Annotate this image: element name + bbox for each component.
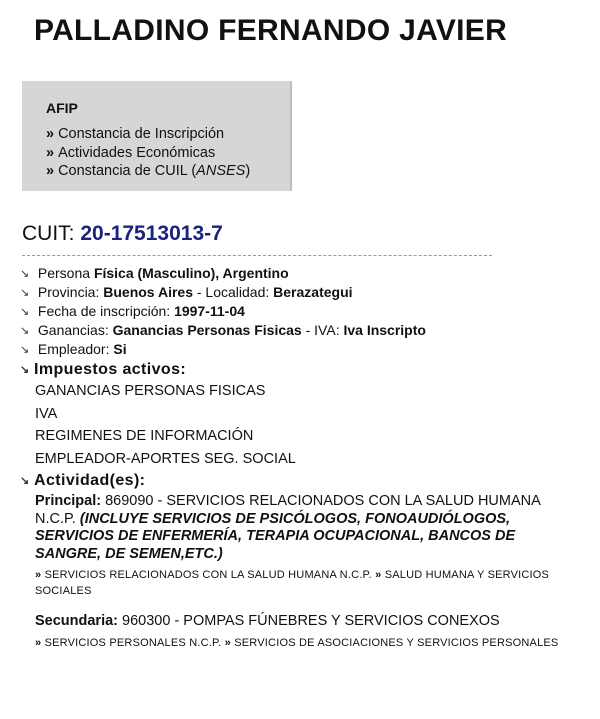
details-section: [20, 264, 580, 651]
afip-title: AFIP: [46, 100, 78, 116]
fecha-value: 1997-11-04: [174, 303, 245, 319]
afip-panel: [22, 81, 292, 191]
persona-row: ↘ Persona Física (Masculino), Argentino: [20, 265, 289, 281]
afip-links: [46, 125, 250, 181]
empleador-value: Si: [113, 341, 127, 357]
impuestos-heading: ↘ Impuestos activos:: [20, 361, 187, 378]
arrow-bullet-icon: ↘: [20, 344, 30, 356]
chevron-right-icon: »: [46, 144, 55, 161]
arrow-bullet-icon: ↘: [20, 306, 30, 318]
arrow-bullet-icon: ↘: [20, 287, 30, 299]
secundaria-categories: » SERVICIOS PERSONALES N.C.P. » SERVICIOS DE ASOCIACIONES Y SERVICIOS PERSONALES: [35, 636, 559, 649]
arrow-bullet-icon: ↘: [20, 475, 30, 487]
principal-detail: (INCLUYE SERVICIOS DE PSICÓLOGOS, FONOAUDIÓLOGOS, SERVICIOS DE ENFERMERÍA, TERAPIA OCUPACIONAL, BANCOS DE SANGRE, DE SEMEN,ETC.): [35, 510, 516, 562]
cuit-value: 20-17513013-7: [80, 222, 223, 245]
fecha-row: ↘ Fecha de inscripción: 1997-11-04: [20, 303, 245, 319]
chevron-right-icon: »: [46, 163, 55, 179]
constancia-cuil-link[interactable]: » Constancia de CUIL (ANSES): [46, 163, 251, 179]
list-item: REGIMENES DE INFORMACIÓN: [35, 428, 254, 444]
cuit-row: [22, 222, 223, 246]
actividades-economicas-link[interactable]: » Actividades Económicas: [46, 144, 216, 161]
divider: [22, 255, 492, 256]
arrow-bullet-icon: ↘: [20, 364, 30, 376]
list-item: EMPLEADOR-APORTES SEG. SOCIAL: [35, 450, 296, 467]
provincia-row: ↘ Provincia: Buenos Aires - Localidad: Berazategui: [20, 284, 353, 300]
provincia-value: Buenos Aires: [103, 284, 193, 300]
secundaria-description: 960300 - POMPAS FÚNEBRES Y SERVICIOS CONEXOS: [122, 613, 500, 629]
constancia-inscripcion-link[interactable]: » Constancia de Inscripción: [46, 126, 225, 142]
persona-value: Física (Masculino), Argentino: [93, 265, 289, 281]
empleador-row: ↘ Empleador: Si: [20, 341, 127, 357]
principal-categories: » SERVICIOS RELACIONADOS CON LA SALUD HUMANA N.C.P. » SALUD HUMANA Y SERVICIOS SOCIALES: [35, 569, 550, 597]
arrow-bullet-icon: ↘: [20, 325, 30, 337]
impuestos-list: [35, 380, 580, 470]
principal-label: Principal:: [35, 493, 102, 509]
chevron-right-icon: »: [224, 636, 231, 649]
person-name-heading: PALLADINO FERNANDO JAVIER: [34, 14, 508, 47]
arrow-bullet-icon: ↘: [20, 268, 30, 280]
actividad-secundaria: [35, 613, 580, 651]
chevron-right-icon: »: [46, 126, 55, 142]
list-item: IVA: [35, 405, 58, 422]
actividad-principal: [35, 493, 580, 599]
ganancias-row: ↘ Ganancias: Ganancias Personas Fisicas - IVA: Iva Inscripto: [20, 322, 426, 338]
ganancias-value: Ganancias Personas Fisicas: [112, 322, 302, 338]
chevron-right-icon: »: [375, 569, 382, 581]
actividades-heading: ↘ Actividad(es):: [20, 472, 146, 489]
localidad-value: Berazategui: [273, 284, 353, 300]
principal-description: 869090 - SERVICIOS RELACIONADOS CON LA SALUD HUMANA N.C.P.: [35, 493, 540, 527]
secundaria-label: Secundaria:: [35, 613, 118, 629]
chevron-right-icon: »: [35, 569, 42, 581]
iva-value: Iva Inscripto: [343, 322, 426, 338]
cuit-label: CUIT:: [22, 222, 75, 245]
list-item: GANANCIAS PERSONAS FISICAS: [35, 383, 266, 399]
chevron-right-icon: »: [35, 636, 42, 649]
